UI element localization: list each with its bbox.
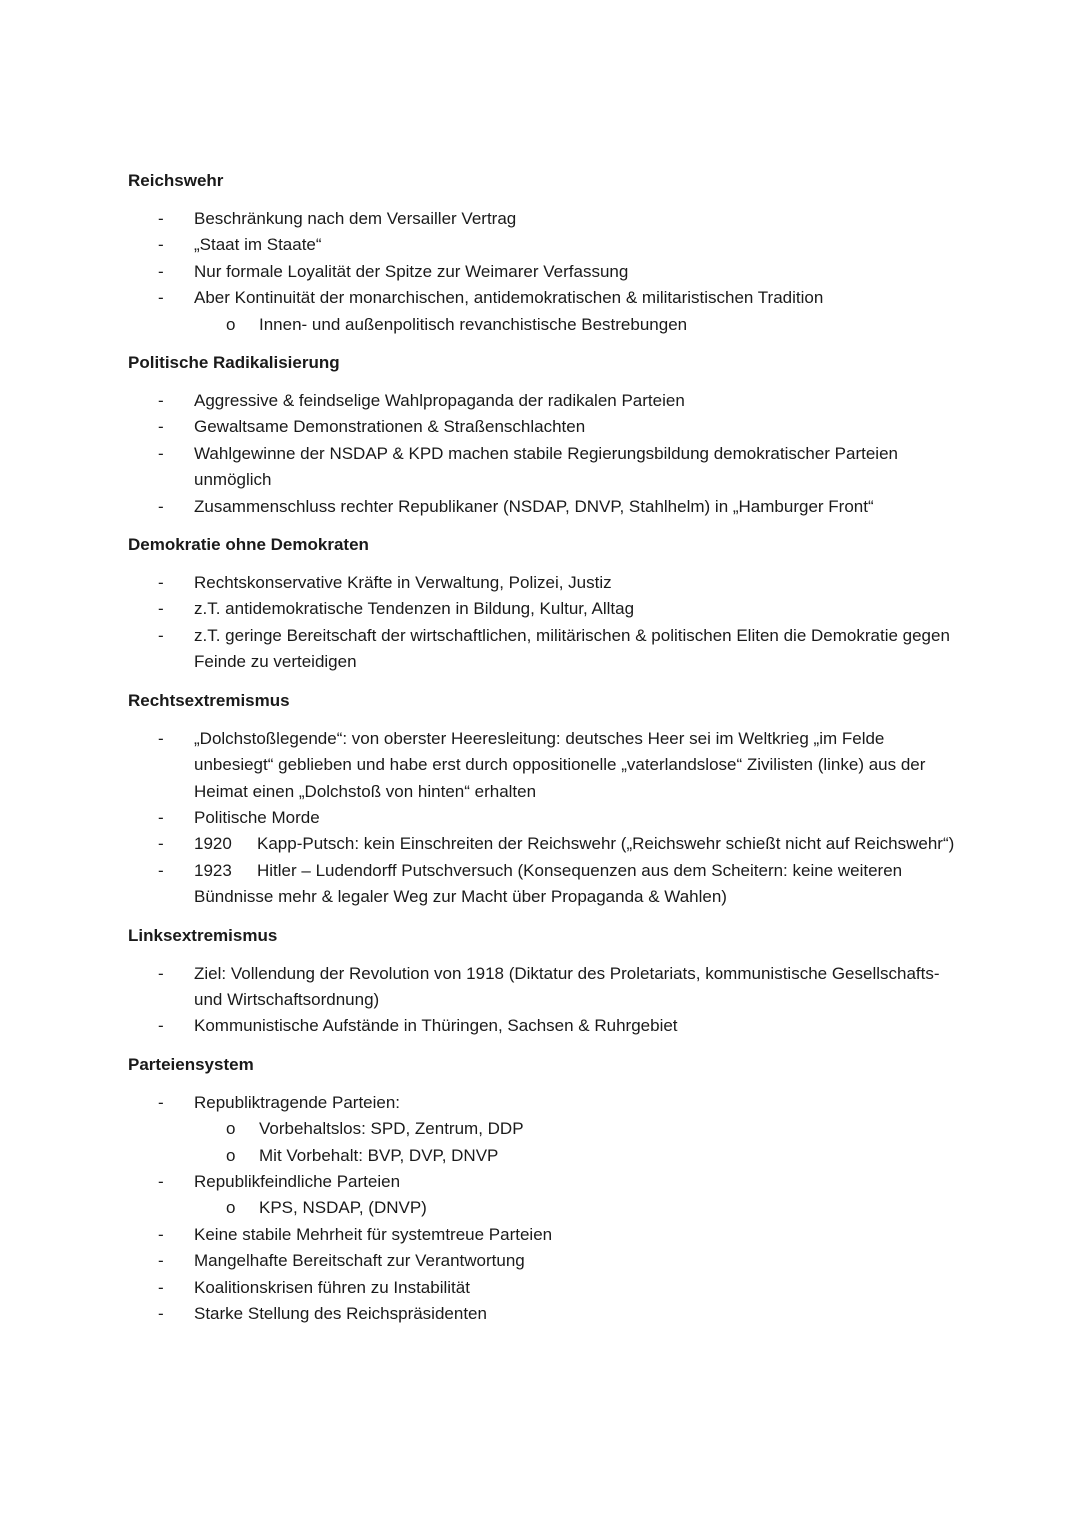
item-year: 1920	[194, 834, 232, 854]
list-item	[128, 805, 968, 831]
circle-bullet-icon: o	[226, 314, 236, 334]
item-text: Republiktragende Parteien:	[194, 1092, 401, 1112]
item-text: Ziel: Vollendung der Revolution von 1918 (Diktatur des Proletariats, kommunistische Gesellschafts- und Wirtschaftsordnung)	[194, 963, 940, 1009]
item-text: Wahlgewinne der NSDAP & KPD machen stabile Regierungsbildung demokratischer Parteien unmöglich	[194, 443, 898, 490]
circle-bullet-icon: o	[226, 1119, 236, 1139]
item-text: Zusammenschluss rechter Republikaner (NSDAP, DNVP, Stahlhelm) in „Hamburger Front“	[194, 496, 874, 516]
sub-list	[194, 1116, 968, 1169]
dash-bullet-icon: -	[158, 1224, 164, 1244]
sub-item-text: Vorbehaltslos: SPD, Zentrum, DDP	[259, 1119, 524, 1139]
list-item	[128, 1013, 968, 1039]
dash-bullet-icon: -	[158, 1251, 164, 1271]
list-item	[128, 388, 968, 414]
dash-bullet-icon: -	[158, 235, 164, 255]
item-text: Hitler – Ludendorff Putschversuch (Konsequenzen aus dem Scheitern: keine weiteren Bündnisse mehr & legaler Weg zur Macht über Propaganda & Wahlen)	[194, 860, 903, 907]
section	[128, 688, 968, 911]
list-item	[128, 206, 968, 232]
dash-bullet-icon: -	[158, 496, 164, 516]
list-item	[128, 1222, 968, 1248]
list-item	[128, 623, 968, 676]
list-item	[128, 831, 968, 857]
section	[128, 168, 968, 338]
list-item	[128, 414, 968, 440]
dash-bullet-icon: -	[158, 1277, 164, 1297]
section-heading: Rechtsextremismus	[128, 690, 290, 710]
item-text: Nur formale Loyalität der Spitze zur Weimarer Verfassung	[194, 261, 629, 281]
dash-bullet-icon: -	[158, 288, 164, 308]
list-item	[128, 726, 968, 805]
dash-bullet-icon: -	[158, 1171, 164, 1191]
item-text: Mangelhafte Bereitschaft zur Verantwortung	[194, 1251, 525, 1271]
bullet-list	[128, 206, 968, 338]
bullet-list	[128, 961, 968, 1040]
bullet-list	[128, 388, 968, 520]
item-text: Kapp-Putsch: kein Einschreiten der Reichswehr („Reichswehr schießt nicht auf Reichswehr“)	[257, 834, 955, 854]
dash-bullet-icon: -	[158, 1092, 164, 1112]
dash-bullet-icon: -	[158, 807, 164, 827]
dash-bullet-icon: -	[158, 599, 164, 619]
item-text: Rechtskonservative Kräfte in Verwaltung, Polizei, Justiz	[194, 573, 612, 593]
item-text: Keine stabile Mehrheit für systemtreue Parteien	[194, 1224, 553, 1244]
item-text: Aggressive & feindselige Wahlpropaganda der radikalen Parteien	[194, 391, 685, 411]
sub-item-text: Innen- und außenpolitisch revanchistische Bestrebungen	[259, 314, 688, 334]
sub-list-item	[194, 1195, 968, 1221]
section-heading: Politische Radikalisierung	[128, 353, 340, 373]
list-item	[128, 1301, 968, 1327]
dash-bullet-icon: -	[158, 728, 164, 748]
section-heading: Linksextremismus	[128, 925, 278, 945]
dash-bullet-icon: -	[158, 625, 164, 645]
list-item	[128, 961, 968, 1014]
list-item	[128, 1275, 968, 1301]
item-text: „Dolchstoßlegende“: von oberster Heeresleitung: deutsches Heer sei im Weltkrieg „im Felde unbesiegt“ geblieben und habe erst durch oppositionelle „vaterlandslose“ Zivilisten (linke) aus der Heimat einen „Dolchstoß von hinten“ erhalten	[194, 728, 926, 801]
item-text: „Staat im Staate“	[194, 235, 322, 255]
dash-bullet-icon: -	[158, 261, 164, 281]
section	[128, 350, 968, 520]
dash-bullet-icon: -	[158, 860, 164, 880]
list-item	[128, 1090, 968, 1169]
list-item	[128, 232, 968, 258]
dash-bullet-icon: -	[158, 209, 164, 228]
item-text: Kommunistische Aufstände in Thüringen, Sachsen & Ruhrgebiet	[194, 1016, 678, 1036]
dash-bullet-icon: -	[158, 443, 164, 463]
item-text: z.T. geringe Bereitschaft der wirtschaftlichen, militärischen & politischen Eliten die Demokratie gegen Feinde zu verteidigen	[194, 625, 950, 672]
dash-bullet-icon: -	[158, 417, 164, 437]
section-heading: Parteiensystem	[128, 1054, 254, 1074]
list-item	[128, 441, 968, 494]
list-item	[128, 259, 968, 285]
list-item	[128, 596, 968, 622]
list-item	[128, 494, 968, 520]
dash-bullet-icon: -	[158, 834, 164, 854]
dash-bullet-icon: -	[158, 391, 164, 411]
circle-bullet-icon: o	[226, 1198, 236, 1218]
section	[128, 923, 968, 1040]
document-page	[128, 168, 968, 1327]
bullet-list	[128, 570, 968, 676]
sub-list	[194, 1195, 968, 1221]
list-item	[128, 570, 968, 596]
list-item	[128, 285, 968, 338]
bullet-list	[128, 1090, 968, 1328]
item-text: Starke Stellung des Reichspräsidenten	[194, 1304, 487, 1323]
section-heading: Demokratie ohne Demokraten	[128, 535, 369, 555]
item-year: 1923	[194, 860, 232, 880]
list-item	[128, 858, 968, 911]
circle-bullet-icon: o	[226, 1145, 236, 1165]
item-text: Koalitionskrisen führen zu Instabilität	[194, 1277, 470, 1297]
list-item	[128, 1169, 968, 1222]
bullet-list	[128, 726, 968, 911]
section-heading: Reichswehr	[128, 171, 224, 190]
item-text: Gewaltsame Demonstrationen & Straßenschlachten	[194, 417, 586, 437]
dash-bullet-icon: -	[158, 963, 164, 983]
section	[128, 532, 968, 676]
sub-list	[194, 312, 968, 338]
list-item	[128, 1248, 968, 1274]
sub-list-item	[194, 1143, 968, 1169]
sub-item-text: Mit Vorbehalt: BVP, DVP, DNVP	[259, 1145, 499, 1165]
item-text: z.T. antidemokratische Tendenzen in Bildung, Kultur, Alltag	[194, 599, 635, 619]
sub-item-text: KPS, NSDAP, (DNVP)	[259, 1198, 427, 1218]
sub-list-item	[194, 1116, 968, 1142]
section	[128, 1052, 968, 1328]
item-text: Politische Morde	[194, 807, 320, 827]
item-text: Republikfeindliche Parteien	[194, 1171, 401, 1191]
item-text: Beschränkung nach dem Versailler Vertrag	[194, 209, 517, 228]
dash-bullet-icon: -	[158, 1304, 164, 1323]
sub-list-item	[194, 312, 968, 338]
dash-bullet-icon: -	[158, 573, 164, 593]
dash-bullet-icon: -	[158, 1016, 164, 1036]
item-text: Aber Kontinuität der monarchischen, antidemokratischen & militaristischen Tradition	[194, 288, 824, 308]
